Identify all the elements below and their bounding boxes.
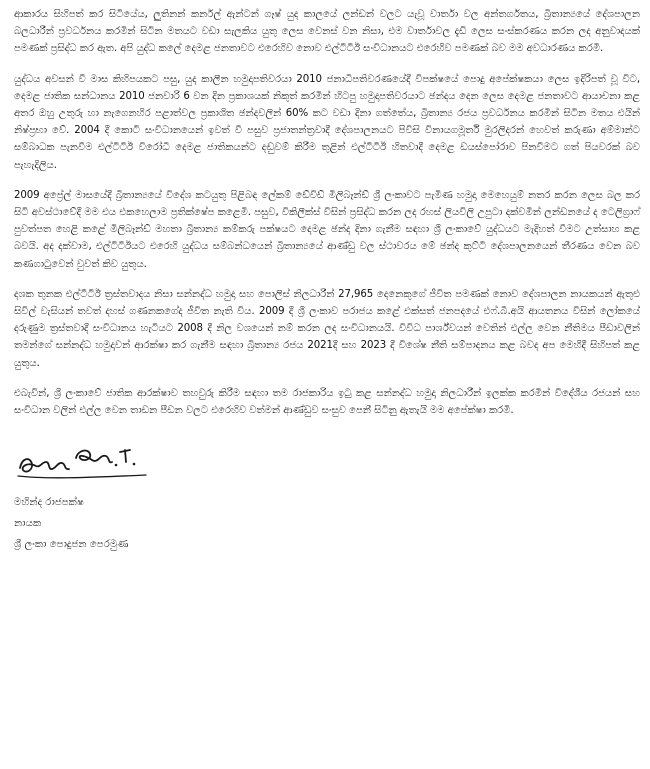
paragraph-1: ආකාරය සිහිපත් කර සිටියේය, ලුතිනන් කර්නල් ඇන්ටන් ගෑෂ් යුද කාලයේ ලන්ඩන් වලට යැවූ වාර්තා වල අන්තර්ගතය, බ්‍රිතාන්‍යයේ දේශපාලන බලධාරීන් ප්‍රවර්ධනය කරමින් සිටින මතයට වඩා සැලකිය යුතු ලෙස වෙනස් වන නිසා, එම වාර්තාවල දැඩි ලෙස සංස්කරණය කරන ලද අනුවාදයක් පමණක් ප්‍රසිද්ධ කර ඇත. අපි යුද්ධ කලේ දෙමළ ජනතාවට එරෙහිව නොව එල්ටීටීඊ සංවිධානයට එරෙහිව පමණක් බව මම අවධාරණය කරමි. (14, 9, 640, 55)
paragraph-5: එබැවින්, ශ්‍රී ලංකාවේ ජාතික ආරක්ෂාව තහවුරු කිරීම සඳහා තම රාජකාරිය ඉටු කළ සන්නද්ධ හමුදා නිලධාරීන් ඉලක්ක කරමින් විදේශීය රජයන් සහ සංවිධාන වලින් එල්ල වෙන තාඩන පීඩන වලට එරෙහිව වත්මන් ආණ්ඩුව සංසුව පෙනී සිටිනු ඇතැයි මම අපේක්ෂා කරමි. (14, 387, 640, 417)
signatory-name: මහින්ද රාජපක්ෂ (14, 497, 84, 509)
signatory-party: ශ්‍රී ලංකා පොදුජන පෙරමුණ (14, 539, 129, 551)
paragraph-4: දශක තුනක එල්ටීටීඊ ත්‍රස්තවාදය නිසා සන්නද්ධ හමුදා සහ පොලිස් නිලධාරීන් 27,965 දෙනෙකුගේ ජීවිත පමණක් නොව දේශපාලන නායකයන් ඇතුළු සිවිල් වැසියන් තවත් දහස් ගණනකගේද ජීවිත නැති විය. 2009 දී ශ්‍රී ලංකාව පරාජය කළේ එක්සත් ජනපදයේ එෆ්.බී.අයි ආයතනය විසින් ලෝකයේ දරුණුම ත්‍රස්තවාදී සංවිධානය හැටියට 2008 දී නිල වශයෙන් නම් කරන ලද සංවිධානයයි. විවිධ පාර්ශ්වයන් වෙතින් එල්ල වෙන නීතිමය පීඩාවලින් තමන්ගේ සන්නද්ධ හමුදාවන් ආරක්ෂා කර ගැනීම සඳහා බ්‍රිතාන්‍ය රජය 2021දී සහ 2023 දී විශේෂ නීති සම්පාදනය කළ බවද අප මෙහිදී සිහිපත් කළ යුතුය. (14, 288, 640, 369)
paragraph-3: 2009 අප්‍රේල් මාසයේදී බ්‍රිතාන්‍යයේ විදේශ කටයුතු පිළිබඳ ලේකම් ඩේවිඩ් මිලිබෑන්ඩ් ශ්‍රී ලංකාවට පැමිණ හමුදා මෙහෙයුම් නතර කරන ලෙස බල කර සිටි අවස්ථාවේදී මම එය එකහෙලාම ප්‍රතික්ෂේප කළෙමි. පසුව, විකිලීක්ස් විසින් ප්‍රසිද්ධ කරන ලද රහස් ලියවිලි උපුටා දක්වමින් ලන්ඩනයේ ද ටෙලිග්‍රාෆ් පුවත්පත හෙළි කළේ මිලිබෑන්ඩ් මහතා බ්‍රිතාන්‍ය කම්කරු පක්ෂයට දෙමළ ඡන්ද දිනා ගැනීම සඳහා ශ්‍රී ලංකාවේ යුද්ධයට මැදිහත් වීමට උත්සාහ කළ බවයි. අද දක්වාම, එල්ටීටීඊයට එරෙහි යුද්ධය සම්බන්ධයෙන් බ්‍රිතාන්‍යයේ ආණ්ඩු වල ස්ථාවරය මේ ඡන්ද කුට්ටි දේශපාලනයෙන් තීරණය වෙන බව කණගාටුවෙන් වුවත් කිව යුතුය. (14, 189, 640, 270)
handwritten-signature (14, 432, 150, 484)
signatory-role: නායක (14, 518, 42, 530)
signature-drawing (14, 432, 150, 484)
paragraph-2: යුද්ධය අවසන් වී මාස කිහිපයකට පසු, යුද කාලීන හමුදාපතිවරයා 2010 ජනාධිපතිවරණයේදී විපක්ෂයේ පොදු අපේක්ෂකයා ලෙස ඉදිරිපත් වූ විට, දෙමළ ජාතික සන්ධානය 2010 ජනවාරි 6 වන දින ප්‍රකාශයක් නිකුත් කරමින් හිටපු හමුදාපතිවරයාට ඡන්දය දෙන ලෙස දෙමළ ජනතාවට ආයාචනා කළ අතර ඔහු උතුරු හා නැගෙනහිර පළාත්වල ප්‍රකාශිත ඡන්දවලින් 60% කට වඩා දිනා ගත්තේය, බ්‍රිතාන්‍ය රජය ප්‍රවර්ධනය කරමින් සිටින මතය එයින් නිෂ්ප්‍රභා වේ. 2004 දී කොටි සංවිධානයෙන් ඉවත් වී පසුව ප්‍රජාතන්ත්‍රවාදී දේශපාලනයට පිවිසි විනායගමූර්ති මුරලිදරන් හෙවත් කරුණා අම්මාන්ට සම්බාධක පැනවීම එල්ටීටීඊ විරෝධී දෙමළ ජාතිකයන්ට දඬුවම් කිරීම තුළින් එල්ටීටීඊ හිතවාදී දෙමළ ඩයස්පෝරාව පිනවීමට ගත් පියවරක් බව පැහැදිලිය. (14, 73, 640, 171)
